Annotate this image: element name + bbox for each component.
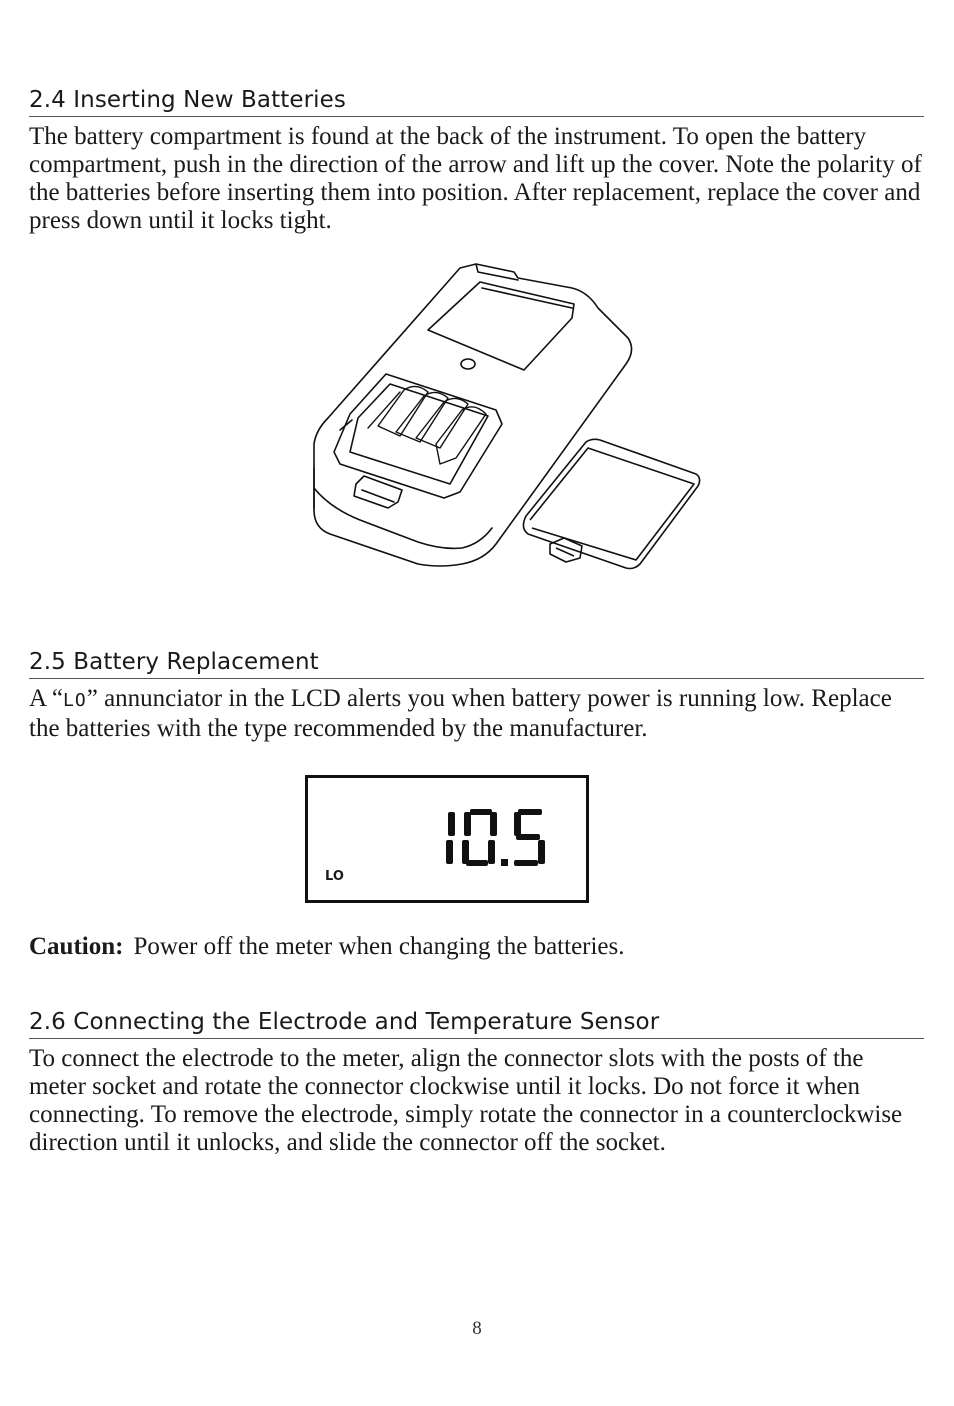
caution-text: Power off the meter when changing the batteries. (133, 933, 625, 960)
seven-segment-digits (442, 808, 552, 868)
section-inserting-batteries (29, 86, 924, 235)
battery-cover-illustration (516, 436, 706, 576)
page-number: 8 (472, 1318, 482, 1339)
section-body: The battery compartment is found at the back of the instrument. To open the battery compartment, push in the direction of the arrow and lift up the cover. Note the polarity of the batteries before inserting them into position. After replacement, replace the cover and press down until it locks tight. (29, 123, 922, 234)
lcd-lo-indicator: LO (325, 869, 344, 884)
section-connecting-electrode (29, 1008, 924, 1157)
caution-note (29, 932, 625, 962)
section-body (29, 685, 924, 743)
caution-label: Caution: (29, 933, 124, 960)
lcd-display (305, 775, 589, 903)
text-prefix: A “ (29, 685, 64, 712)
section-heading: 2.4 Inserting New Batteries (29, 86, 924, 117)
section-battery-replacement (29, 648, 924, 743)
text-suffix: ” annunciator in the LCD alerts you when battery power is running low. Replace the batteries with the type recommended by the manufacturer. (29, 685, 892, 742)
section-heading: 2.6 Connecting the Electrode and Temperature Sensor (29, 1008, 924, 1039)
section-body: To connect the electrode to the meter, align the connector slots with the posts of the meter socket and rotate the connector clockwise until it locks. Do not force it when connecting. To remove the electrode, simply rotate the connector in a counterclockwise direction until it unlocks, and slide the connector off the socket. (29, 1045, 903, 1156)
lo-annunciator-inline: LO (63, 690, 87, 711)
section-heading: 2.5 Battery Replacement (29, 648, 924, 679)
